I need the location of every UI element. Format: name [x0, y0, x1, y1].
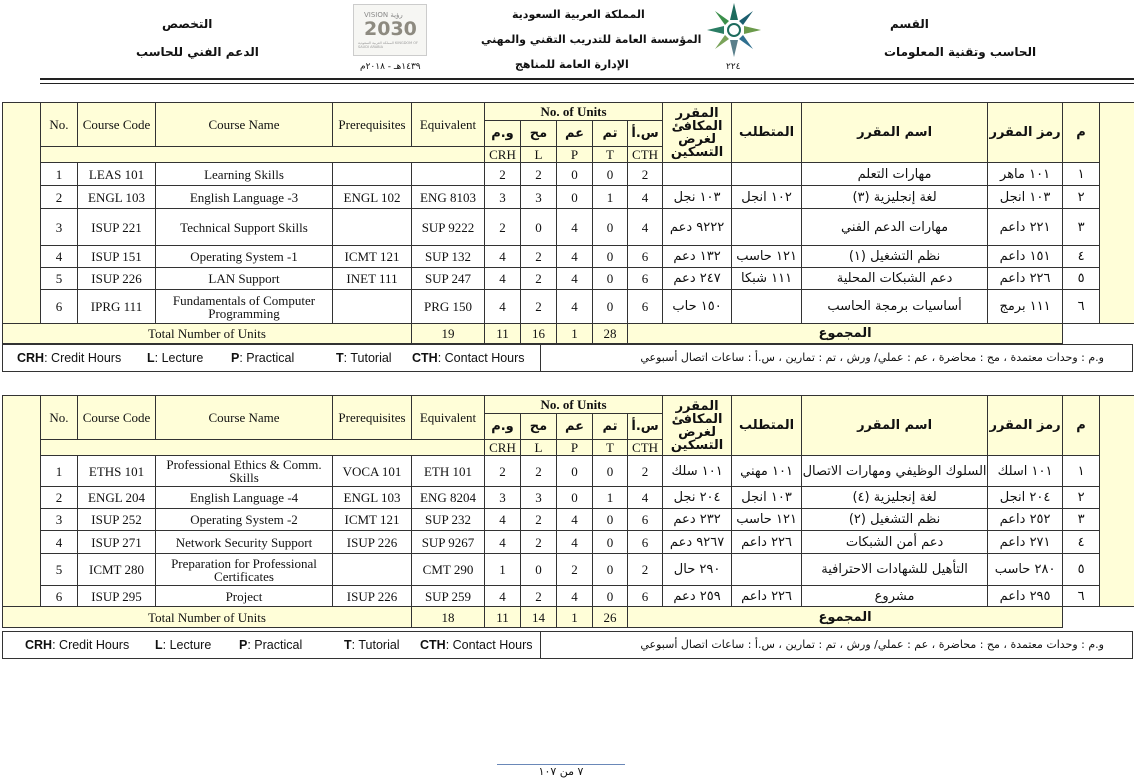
row-prereq — [333, 554, 412, 586]
row-name-ar: دعم الشبكات المحلية — [802, 268, 988, 290]
u-p-ar: عم — [557, 414, 593, 440]
row-code-ar: ٢٩٥ داعم — [988, 586, 1063, 607]
row-crh: 4 — [485, 290, 521, 324]
row-code-ar: ٢٠٤ انجل — [988, 487, 1063, 509]
col-code-ar-header: رمز المقرر — [988, 396, 1063, 456]
row-no: 6 — [41, 290, 78, 324]
table-row — [3, 290, 1134, 324]
row-l: 2 — [521, 531, 557, 554]
row-name: Preparation for Professional Certificates — [156, 554, 333, 586]
row-equiv: ENG 8103 — [412, 186, 485, 209]
row-t: 1 — [593, 487, 628, 509]
row-t: 0 — [593, 246, 628, 268]
row-prereq-ar — [732, 290, 802, 324]
semester-3-label-ar-cell — [1100, 103, 1134, 324]
table-row — [3, 456, 1134, 487]
col-m-ar-header: م — [1063, 103, 1100, 163]
row-prereq-ar: ١٠١ مهني — [732, 456, 802, 487]
header-date: ١٤٣٩هـ - ٢٠١٨م — [360, 62, 421, 72]
row-no: 3 — [41, 509, 78, 531]
table-row — [3, 186, 1134, 209]
legend-l-val: : Lecture — [154, 351, 204, 365]
row-code: ICMT 280 — [78, 554, 156, 586]
col-no-header: No. — [41, 396, 78, 440]
col-prereq-ar-header: المتطلب — [732, 396, 802, 456]
col-name-header: Course Name — [156, 103, 333, 147]
row-code-ar: ١٥١ داعم — [988, 246, 1063, 268]
total-crh: 19 — [412, 324, 485, 344]
row-m-ar: ٣ — [1063, 509, 1100, 531]
row-code: ETHS 101 — [78, 456, 156, 487]
row-code: ISUP 221 — [78, 209, 156, 246]
row-code: ISUP 271 — [78, 531, 156, 554]
row-name: Project — [156, 586, 333, 607]
legend-l-key: L — [147, 351, 155, 365]
row-no: 4 — [41, 531, 78, 554]
row-name: Fundamentals of Computer Programming — [156, 290, 333, 324]
row-equiv-ar: ٢٣٢ دعم — [663, 509, 732, 531]
row-equiv: SUP 259 — [412, 586, 485, 607]
u-p: P — [557, 147, 593, 163]
row-name-ar: مهارات التعلم — [802, 163, 988, 186]
row-code: ENGL 204 — [78, 487, 156, 509]
row-p: 0 — [557, 487, 593, 509]
row-l: 2 — [521, 268, 557, 290]
row-name: Learning Skills — [156, 163, 333, 186]
row-crh: 3 — [485, 487, 521, 509]
row-prereq — [333, 290, 412, 324]
legend-cth-val: : Contact Hours — [437, 351, 525, 365]
total-cth: 28 — [593, 324, 628, 344]
specialty-label: التخصص — [162, 17, 213, 31]
col-equiv-header: Equivalent — [412, 396, 485, 440]
row-equiv — [412, 163, 485, 186]
row-t: 0 — [593, 290, 628, 324]
row-t: 0 — [593, 586, 628, 607]
total-l: 11 — [485, 324, 521, 344]
row-prereq-ar — [732, 163, 802, 186]
row-code: ISUP 151 — [78, 246, 156, 268]
row-m-ar: ٤ — [1063, 531, 1100, 554]
row-p: 4 — [557, 509, 593, 531]
row-equiv-ar: ٢٤٧ دعم — [663, 268, 732, 290]
semester-4-label-cell — [3, 396, 41, 607]
row-l: 2 — [521, 456, 557, 487]
row-equiv: PRG 150 — [412, 290, 485, 324]
total-p: 14 — [521, 607, 557, 628]
row-prereq-ar: ١١١ شبكا — [732, 268, 802, 290]
row-t: 0 — [593, 531, 628, 554]
u-cth-ar: س.أ — [628, 121, 663, 147]
row-prereq: ENGL 103 — [333, 487, 412, 509]
table-row — [3, 586, 1134, 607]
row-p: 4 — [557, 586, 593, 607]
legend-p-val: : Practical — [239, 351, 295, 365]
col-equiv-ar-header: المقرر المكافئ لغرض التسكين — [663, 396, 732, 456]
u-crh-ar: و.م — [485, 121, 521, 147]
row-name-ar: التأهيل للشهادات الاحترافية — [802, 554, 988, 586]
row-cth: 6 — [628, 290, 663, 324]
row-equiv: ENG 8204 — [412, 487, 485, 509]
row-name-ar: دعم أمن الشبكات — [802, 531, 988, 554]
row-name: Network Security Support — [156, 531, 333, 554]
col-name-ar-header: اسم المقرر — [802, 103, 988, 163]
total-l: 11 — [485, 607, 521, 628]
row-prereq-ar — [732, 554, 802, 586]
total-cth: 26 — [593, 607, 628, 628]
row-l: 2 — [521, 509, 557, 531]
row-crh: 4 — [485, 586, 521, 607]
row-code: ISUP 226 — [78, 268, 156, 290]
row-equiv-ar: ١٠٣ نجل — [663, 186, 732, 209]
row-code-ar: ٢٨٠ حاسب — [988, 554, 1063, 586]
row-l: 0 — [521, 209, 557, 246]
row-name-ar: لغة إنجليزية (٤) — [802, 487, 988, 509]
row-no: 5 — [41, 268, 78, 290]
u-l: L — [521, 440, 557, 456]
row-equiv-ar: ٢٥٩ دعم — [663, 586, 732, 607]
legend-crh-val: : Credit Hours — [52, 638, 130, 652]
col-code-header: Course Code — [78, 396, 156, 440]
row-code: IPRG 111 — [78, 290, 156, 324]
row-name-ar: مشروع — [802, 586, 988, 607]
row-prereq-ar — [732, 209, 802, 246]
table-row — [3, 531, 1134, 554]
row-equiv-ar — [663, 163, 732, 186]
row-crh: 4 — [485, 268, 521, 290]
row-p: 0 — [557, 186, 593, 209]
row-equiv-ar: ٩٢٦٧ دعم — [663, 531, 732, 554]
department-value: الحاسب وتقنية المعلومات — [884, 45, 1037, 59]
row-p: 4 — [557, 290, 593, 324]
col-equiv-ar-header: المقرر المكافئ لغرض التسكين — [663, 103, 732, 163]
vision-sub: المملكة العربية السعودية KINGDOM OF SAUDI ARABIA — [358, 41, 419, 49]
row-no: 1 — [41, 456, 78, 487]
semester-3-label-cell — [3, 103, 41, 324]
row-m-ar: ٥ — [1063, 268, 1100, 290]
legend-l-key: L — [155, 638, 163, 652]
row-m-ar: ١ — [1063, 163, 1100, 186]
tvtc-logo-icon — [706, 0, 762, 60]
totals-row — [3, 607, 1134, 628]
u-t-ar: تم — [593, 121, 628, 147]
row-crh: 4 — [485, 531, 521, 554]
kingdom-title: المملكة العربية السعودية — [512, 8, 645, 21]
totals-row — [3, 324, 1134, 344]
row-equiv-ar: ١٥٠ حاب — [663, 290, 732, 324]
row-prereq — [333, 163, 412, 186]
legend-p-key: P — [231, 351, 240, 365]
row-name: English Language -3 — [156, 186, 333, 209]
row-no: 3 — [41, 209, 78, 246]
row-t: 0 — [593, 456, 628, 487]
row-cth: 6 — [628, 586, 663, 607]
row-m-ar: ٢ — [1063, 186, 1100, 209]
row-prereq-ar: ١٢١ حاسب — [732, 246, 802, 268]
semester-3-block — [2, 102, 1133, 365]
row-m-ar: ٥ — [1063, 554, 1100, 586]
row-p: 2 — [557, 554, 593, 586]
row-prereq-ar: ١٠٣ انجل — [732, 487, 802, 509]
total-t: 1 — [557, 324, 593, 344]
row-prereq: ISUP 226 — [333, 586, 412, 607]
directorate-title: الإدارة العامة للمناهج — [515, 58, 629, 71]
organization-title: المؤسسة العامة للتدريب التقني والمهني — [481, 33, 702, 46]
row-prereq — [333, 209, 412, 246]
row-prereq: INET 111 — [333, 268, 412, 290]
row-name-ar: مهارات الدعم الفني — [802, 209, 988, 246]
row-t: 0 — [593, 163, 628, 186]
legend-cth-val: : Contact Hours — [445, 638, 533, 652]
legend-arabic: و.م : وحدات معتمدة ، مح : محاضرة ، عم : عملي/ ورش ، تم : تمارين ، س.أ : ساعات اتصال أسبوعي — [640, 351, 1104, 364]
vision-main: 2030 — [364, 18, 417, 40]
u-cth-ar: س.أ — [628, 414, 663, 440]
row-t: 1 — [593, 186, 628, 209]
col-m-ar-header: م — [1063, 396, 1100, 456]
row-name: Operating System -1 — [156, 246, 333, 268]
row-prereq: VOCA 101 — [333, 456, 412, 487]
legend-t-val: : Tutorial — [343, 351, 392, 365]
row-equiv-ar: ٩٢٢٢ دعم — [663, 209, 732, 246]
row-no: 4 — [41, 246, 78, 268]
table-row — [3, 554, 1134, 586]
col-prereq-header: Prerequisites — [333, 103, 412, 147]
row-l: 2 — [521, 586, 557, 607]
row-code-ar: ١٠١ اسلك — [988, 456, 1063, 487]
row-code: ENGL 103 — [78, 186, 156, 209]
row-l: 2 — [521, 290, 557, 324]
row-crh: 1 — [485, 554, 521, 586]
legend-cth-key: CTH — [420, 638, 446, 652]
col-no-header: No. — [41, 103, 78, 147]
row-cth: 2 — [628, 163, 663, 186]
row-m-ar: ٦ — [1063, 586, 1100, 607]
row-cth: 2 — [628, 554, 663, 586]
row-no: 2 — [41, 186, 78, 209]
row-m-ar: ٢ — [1063, 487, 1100, 509]
row-p: 0 — [557, 163, 593, 186]
row-name-ar: السلوك الوظيفي ومهارات الاتصال — [802, 456, 988, 487]
page-number: ٧ من ١٠٧ — [538, 765, 584, 778]
row-p: 4 — [557, 531, 593, 554]
row-equiv: SUP 132 — [412, 246, 485, 268]
row-t: 0 — [593, 509, 628, 531]
legend-t-key: T — [344, 638, 352, 652]
legend-crh-key: CRH — [17, 351, 45, 365]
row-equiv-ar: ٢٠٤ نجل — [663, 487, 732, 509]
u-l-ar: مح — [521, 121, 557, 147]
row-code-ar: ١٠٣ انجل — [988, 186, 1063, 209]
row-prereq: ENGL 102 — [333, 186, 412, 209]
row-cth: 4 — [628, 186, 663, 209]
row-name-ar: أساسيات برمجة الحاسب — [802, 290, 988, 324]
u-crh-ar: و.م — [485, 414, 521, 440]
vision-2030-logo — [353, 4, 427, 56]
row-l: 3 — [521, 186, 557, 209]
row-no: 1 — [41, 163, 78, 186]
row-crh: 4 — [485, 509, 521, 531]
total-crh: 18 — [412, 607, 485, 628]
row-cth: 6 — [628, 509, 663, 531]
row-l: 2 — [521, 163, 557, 186]
col-prereq-ar-header: المتطلب — [732, 103, 802, 163]
row-prereq-ar: ٢٢٦ داعم — [732, 586, 802, 607]
header-rule-thin — [40, 83, 1134, 84]
row-t: 0 — [593, 209, 628, 246]
units-header: No. of Units — [485, 103, 663, 121]
row-no: 5 — [41, 554, 78, 586]
row-code-ar: ٢٥٢ داعم — [988, 509, 1063, 531]
row-prereq: ISUP 226 — [333, 531, 412, 554]
row-t: 0 — [593, 554, 628, 586]
row-name: LAN Support — [156, 268, 333, 290]
row-crh: 2 — [485, 209, 521, 246]
row-code-ar: ٢٧١ داعم — [988, 531, 1063, 554]
row-crh: 2 — [485, 163, 521, 186]
legend-p-key: P — [239, 638, 248, 652]
legend-t-key: T — [336, 351, 344, 365]
department-label: القسم — [890, 17, 929, 31]
row-equiv: SUP 9267 — [412, 531, 485, 554]
row-name: Technical Support Skills — [156, 209, 333, 246]
header-code: ٢٢٤ — [726, 62, 741, 72]
row-p: 4 — [557, 268, 593, 290]
row-l: 0 — [521, 554, 557, 586]
u-cth: CTH — [628, 147, 663, 163]
row-cth: 6 — [628, 268, 663, 290]
semester-3-legend — [2, 344, 1133, 372]
row-m-ar: ١ — [1063, 456, 1100, 487]
row-p: 4 — [557, 209, 593, 246]
row-equiv: CMT 290 — [412, 554, 485, 586]
legend-l-val: : Lecture — [162, 638, 212, 652]
row-cth: 4 — [628, 487, 663, 509]
row-equiv-ar: ١٣٢ دعم — [663, 246, 732, 268]
total-label-ar: المجموع — [628, 607, 1063, 628]
row-cth: 2 — [628, 456, 663, 487]
semester-4-block — [2, 395, 1133, 652]
row-prereq-ar: ١٠٢ انجل — [732, 186, 802, 209]
row-crh: 2 — [485, 456, 521, 487]
table-row — [3, 246, 1134, 268]
legend-crh-key: CRH — [25, 638, 53, 652]
row-m-ar: ٣ — [1063, 209, 1100, 246]
u-l-ar: مح — [521, 414, 557, 440]
row-code-ar: ١١١ برمج — [988, 290, 1063, 324]
u-t: T — [593, 440, 628, 456]
row-p: 0 — [557, 456, 593, 487]
col-code-header: Course Code — [78, 103, 156, 147]
semester-4-legend — [2, 631, 1133, 659]
row-prereq: ICMT 121 — [333, 509, 412, 531]
row-code: ISUP 252 — [78, 509, 156, 531]
table-row — [3, 509, 1134, 531]
u-p: P — [557, 440, 593, 456]
row-no: 2 — [41, 487, 78, 509]
col-name-header: Course Name — [156, 396, 333, 440]
row-name-ar: لغة إنجليزية (٣) — [802, 186, 988, 209]
total-label: Total Number of Units — [3, 607, 412, 628]
row-crh: 4 — [485, 246, 521, 268]
col-name-ar-header: اسم المقرر — [802, 396, 988, 456]
row-equiv: SUP 247 — [412, 268, 485, 290]
semester-4-label-ar-cell — [1100, 396, 1134, 607]
legend-cth-key: CTH — [412, 351, 438, 365]
total-t: 1 — [557, 607, 593, 628]
legend-t-val: : Tutorial — [351, 638, 400, 652]
row-prereq-ar: ٢٢٦ داعم — [732, 531, 802, 554]
row-name-ar: نظم التشغيل (١) — [802, 246, 988, 268]
row-name-ar: نظم التشغيل (٢) — [802, 509, 988, 531]
semester-4-table — [2, 395, 1134, 628]
total-label-ar: المجموع — [628, 324, 1063, 344]
vision-top: VISION رؤية — [364, 11, 403, 19]
u-p-ar: عم — [557, 121, 593, 147]
specialty-value: الدعم الفني للحاسب — [136, 45, 259, 59]
legend-arabic: و.م : وحدات معتمدة ، مح : محاضرة ، عم : عملي/ ورش ، تم : تمارين ، س.أ : ساعات اتصال أسبوعي — [640, 638, 1104, 651]
row-m-ar: ٤ — [1063, 246, 1100, 268]
row-name: English Language -4 — [156, 487, 333, 509]
row-name: Professional Ethics & Comm. Skills — [156, 456, 333, 487]
row-equiv-ar: ٢٩٠ حال — [663, 554, 732, 586]
row-equiv: SUP 232 — [412, 509, 485, 531]
u-l: L — [521, 147, 557, 163]
semester-3-table — [2, 102, 1134, 344]
row-l: 3 — [521, 487, 557, 509]
row-p: 4 — [557, 246, 593, 268]
row-crh: 3 — [485, 186, 521, 209]
u-crh: CRH — [485, 440, 521, 456]
col-equiv-header: Equivalent — [412, 103, 485, 147]
row-equiv: ETH 101 — [412, 456, 485, 487]
legend-p-val: : Practical — [247, 638, 303, 652]
u-cth: CTH — [628, 440, 663, 456]
row-t: 0 — [593, 268, 628, 290]
row-cth: 6 — [628, 246, 663, 268]
row-code-ar: ٢٢٦ داعم — [988, 268, 1063, 290]
total-p: 16 — [521, 324, 557, 344]
row-cth: 6 — [628, 531, 663, 554]
u-crh: CRH — [485, 147, 521, 163]
row-code-ar: ٢٢١ داعم — [988, 209, 1063, 246]
u-t-ar: تم — [593, 414, 628, 440]
row-no: 6 — [41, 586, 78, 607]
row-equiv: SUP 9222 — [412, 209, 485, 246]
table-row — [3, 209, 1134, 246]
u-t: T — [593, 147, 628, 163]
units-header: No. of Units — [485, 396, 663, 414]
row-equiv-ar: ١٠١ سلك — [663, 456, 732, 487]
row-code-ar: ١٠١ ماهر — [988, 163, 1063, 186]
header-rule-thick — [40, 78, 1134, 80]
row-name: Operating System -2 — [156, 509, 333, 531]
row-m-ar: ٦ — [1063, 290, 1100, 324]
row-l: 2 — [521, 246, 557, 268]
table-row — [3, 487, 1134, 509]
row-code: ISUP 295 — [78, 586, 156, 607]
table-row — [3, 163, 1134, 186]
row-code: LEAS 101 — [78, 163, 156, 186]
row-prereq: ICMT 121 — [333, 246, 412, 268]
col-prereq-header: Prerequisites — [333, 396, 412, 440]
total-label: Total Number of Units — [3, 324, 412, 344]
table-row — [3, 268, 1134, 290]
row-cth: 4 — [628, 209, 663, 246]
legend-crh-val: : Credit Hours — [44, 351, 122, 365]
col-code-ar-header: رمز المقرر — [988, 103, 1063, 163]
row-prereq-ar: ١٢١ حاسب — [732, 509, 802, 531]
